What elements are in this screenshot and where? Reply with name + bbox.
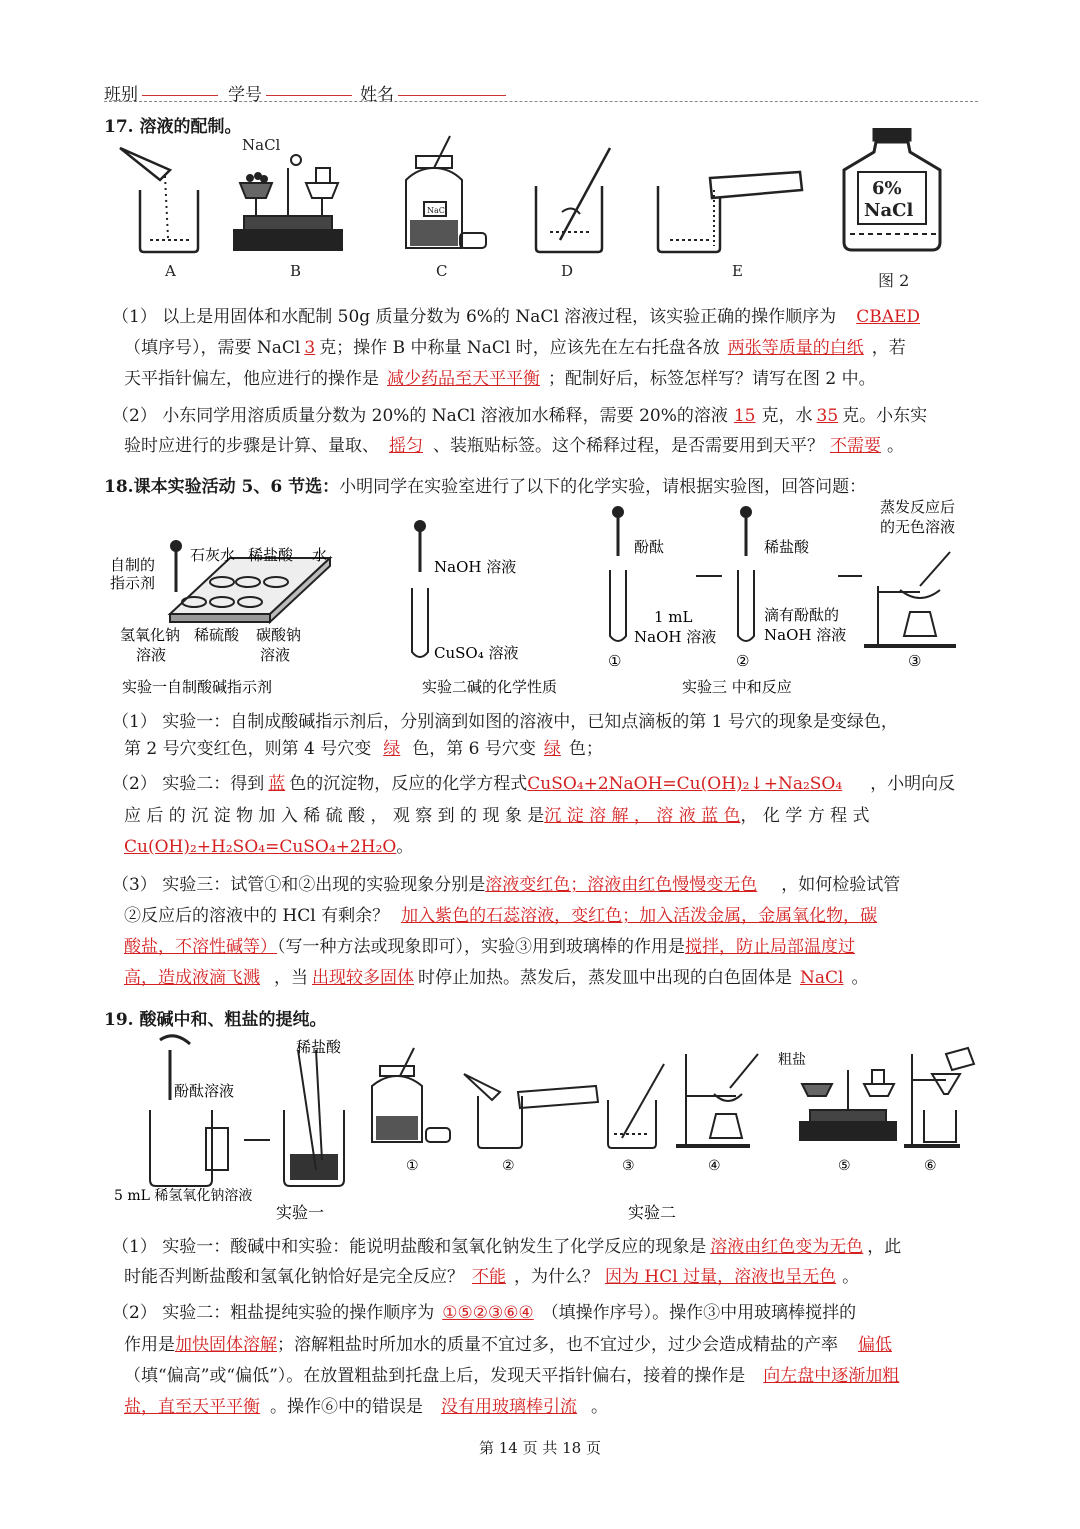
circled-3: ③: [908, 652, 922, 670]
phenol-label: 酚酞: [634, 538, 665, 556]
indicator-label-2: 指示剂: [110, 574, 156, 592]
q18-p3-line1: （3） 实验三：试管①和②出现的实验现象分别是溶液变红色；溶液由红色慢慢变无色 ，如何检验试管: [112, 875, 901, 895]
caption-exp3: 实验三 中和反应: [682, 678, 792, 696]
q19-circled-1: ①: [406, 1158, 419, 1174]
name-label: 姓名: [360, 85, 394, 105]
beaker-a-icon: [120, 148, 198, 252]
dropped-label-2: NaOH 溶液: [764, 626, 847, 644]
q19-p2-line2: 作用是加快固体溶解；溶解粗盐时所加水的质量不宜过多，也不宜过少，过少会造成精盐的产率 偏低: [124, 1335, 892, 1355]
exp3-naoh-label: NaOH 溶液: [634, 628, 717, 646]
q19-stir-beaker-icon: [608, 1064, 664, 1148]
q18-ans-phenomena3[interactable]: 溶液变红色；溶液由红色慢慢变无色: [485, 875, 758, 895]
test-tube-3a-icon: [610, 507, 626, 641]
q17-p1-line2: （填序号），需要 NaCl 3 克；操作 B 中称量 NaCl 时，应该先在左右托盘各放 两张等质量的白纸 ，若: [124, 338, 906, 358]
q19-p1-line1: （1） 实验一：酸碱中和实验：能说明盐酸和氢氧化钠发生了化学反应的现象是 溶液由红色变为无色 ，此: [112, 1237, 902, 1257]
fig-label-e: E: [732, 262, 743, 280]
caption-exp1: 实验一自制酸碱指示剂: [122, 678, 273, 696]
name-blank[interactable]: [398, 78, 506, 96]
q18-ans-rod[interactable]: 搅拌，防止局部温度过: [685, 937, 855, 957]
q17-ans-solution[interactable]: 15: [733, 406, 756, 426]
q18-p1-line1: （1） 实验一：自制成酸碱指示剂后，分别滴到如图的溶液中，已知点滴板的第 1 号穴的现象是变绿色，: [112, 712, 898, 732]
q18-ans-hole6[interactable]: 绿: [543, 739, 561, 759]
q18-ans-rod-b[interactable]: 高，造成液滴飞溅: [124, 968, 260, 988]
balance-b-icon: [234, 155, 342, 250]
test-tube-3b-icon: [738, 507, 754, 641]
naoh-drop-label: NaOH 溶液: [434, 558, 517, 576]
q19-p2-line4: 盐，直至天平平衡 。操作⑥中的错误是 没有用玻璃棒引流 。: [124, 1397, 608, 1417]
q18-ans-solid[interactable]: NaCl: [800, 968, 844, 988]
q17-ans-balance[interactable]: 不需要: [830, 436, 881, 456]
naoh-label-2: 溶液: [136, 646, 167, 664]
q19-salt-label: 粗盐: [778, 1052, 806, 1068]
q19-filter-icon: [904, 1048, 974, 1146]
na2co3-label-2: 溶液: [260, 646, 291, 664]
beaker-naoh-icon: [150, 1036, 228, 1186]
nacl-label: NaCl: [242, 136, 281, 154]
q19-caption-exp1: 实验一: [276, 1203, 325, 1222]
id-label: 学号: [228, 85, 262, 105]
q19-circled-6: ⑥: [924, 1158, 937, 1174]
q18-figure: [110, 496, 980, 696]
q17-p1-line3: 天平指针偏左，他应进行的操作是 减少药品至天平平衡 ；配制好后，标签怎样写？请写在图 2 中。: [124, 369, 876, 389]
salt-jar-icon: [372, 1048, 450, 1142]
q17-ans-paper[interactable]: 两张等质量的白纸: [727, 338, 864, 358]
q18-p3-line3: 酸盐，不溶性碱等）（写一种方法或现象即可），实验③用到玻璃棒的作用是搅拌，防止局部温度过: [124, 937, 855, 957]
test-tube-2-icon: [412, 521, 428, 657]
fig-label-b: B: [290, 262, 302, 280]
q18-p3-line4: 高，造成液滴飞溅 ，当 出现较多固体 时停止加热。蒸发后，蒸发皿中出现的白色固体是 NaCl 。: [124, 968, 869, 988]
q19-ans-operation-b[interactable]: 盐，直至天平平衡: [124, 1397, 260, 1417]
q19-evap-icon: [676, 1054, 758, 1146]
q18-ans-eq1[interactable]: CuSO₄+2NaOH=Cu(OH)₂↓+Na₂SO₄: [527, 774, 843, 794]
q19-circled-4: ④: [708, 1158, 721, 1174]
lime-label: 石灰水: [190, 546, 236, 564]
q19-beaker-cylinder-icon: [464, 1074, 598, 1148]
q17-ans-adjust[interactable]: 减少药品至天平平衡: [387, 369, 540, 389]
bottle-label-2: NaCl: [864, 200, 914, 221]
q19-ans-stir[interactable]: 加快固体溶解: [175, 1335, 277, 1355]
evap-label-2: 的无色溶液: [880, 518, 956, 536]
student-info-header: [104, 78, 978, 105]
hcl-label: 稀盐酸: [248, 546, 294, 564]
q18-ans-phenomenon[interactable]: 沉 淀 溶 解 ， 溶 液 蓝 色: [544, 806, 741, 826]
bottle-label-1: 6%: [872, 178, 902, 199]
cuso4-label: CuSO₄ 溶液: [434, 644, 519, 662]
q19-p2-line3: （填“偏高”或“偏低”）。在放置粗盐到托盘上后，发现天平指针偏右，接着的操作是 向左盘中逐渐加粗: [124, 1366, 900, 1386]
h2so4-label: 稀硫酸: [194, 626, 240, 644]
q19-ans-yield[interactable]: 偏低: [858, 1335, 892, 1355]
circled-1: ①: [608, 652, 622, 670]
q18-title: 18.课本实验活动 5、6 节选：小明同学在实验室进行了以下的化学实验，请根据实验图，回答问题：: [104, 477, 867, 497]
q18-ans-check-b[interactable]: 酸盐，不溶性碱等）: [124, 937, 277, 957]
page-footer: 第 14 页 共 18 页: [478, 1439, 601, 1457]
q18-p3-line2: ②反应后的溶液中的 HCl 有剩余？ 加入紫色的石蕊溶液，变红色；加入活泼金属，金属氧化物，碳: [124, 906, 878, 926]
id-blank[interactable]: [266, 78, 352, 96]
q17-title: 17. 溶液的配制。: [104, 117, 242, 137]
q17-ans-step[interactable]: 摇匀: [389, 436, 423, 456]
q17-p2-line2: 验时应进行的步骤是计算、量取、 摇匀 、装瓶贴标签。这个稀释过程，是否需要用到天平？ 不需要 。: [124, 436, 904, 456]
fig-label-a: A: [165, 262, 176, 280]
q19-hcl-label: 稀盐酸: [296, 1038, 342, 1056]
fig2-label: 图 2: [878, 271, 910, 290]
q19-p1-line2: 时能否判断盐酸和氢氧化钠恰好是完全反应？ 不能 ，为什么？ 因为 HCl 过量，溶液也呈无色 。: [124, 1267, 860, 1287]
q19-caption-exp2: 实验二: [628, 1203, 677, 1222]
q18-ans-stop[interactable]: 出现较多固体: [312, 968, 414, 988]
q19-balance-icon: [800, 1070, 896, 1140]
caption-exp2: 实验二碱的化学性质: [422, 678, 558, 696]
dropped-label-1: 滴有酚酞的: [764, 606, 840, 624]
exp3-hcl-label: 稀盐酸: [764, 538, 810, 556]
q17-ans-water[interactable]: 35: [816, 406, 839, 426]
q17-p2-line1: （2） 小东同学用溶质质量分数为 20%的 NaCl 溶液加水稀释，需要 20%的溶液 15 克，水 35 克。小东实: [112, 406, 928, 426]
q18-p2-line2: 应 后 的 沉 淀 物 加 入 稀 硫 酸 ， 观 察 到 的 现 象 是沉 淀 溶 解 ， 溶 液 蓝 色， 化 学 方 程 式: [124, 806, 870, 826]
q19-ans-reason[interactable]: 因为 HCl 过量，溶液也呈无色: [605, 1267, 837, 1287]
q17-figure: [110, 128, 970, 298]
naoh-label-1: 氢氧化钠: [120, 626, 181, 644]
q19-ans-order[interactable]: ①⑤②③⑥④: [442, 1303, 534, 1323]
q19-ans-operation[interactable]: 向左盘中逐渐加粗: [763, 1366, 900, 1386]
evaporation-stand-icon: [864, 552, 956, 646]
q18-ans-hole4[interactable]: 绿: [383, 739, 401, 759]
q17-ans-mass[interactable]: 3: [304, 338, 316, 358]
class-label: 班别: [104, 85, 138, 105]
q19-circled-2: ②: [502, 1158, 515, 1174]
circled-2: ②: [736, 652, 750, 670]
q18-ans-check[interactable]: 加入紫色的石蕊溶液，变红色；加入活泼金属，金属氧化物，碳: [401, 906, 878, 926]
q19-title: 19. 酸碱中和、粗盐的提纯。: [104, 1010, 327, 1030]
q18-p2-line3: Cu(OH)₂+H₂SO₄=CuSO₄+2H₂O。: [124, 837, 414, 857]
q19-phenol-label: 酚酞溶液: [174, 1082, 235, 1100]
q19-ans-phenomenon[interactable]: 溶液由红色变为无色: [710, 1237, 864, 1257]
water-label: 水: [312, 546, 328, 564]
beaker-e-icon: [658, 172, 802, 252]
q19-naoh-label: 5 mL 稀氢氧化钠溶液: [114, 1188, 253, 1204]
q19-p2-line1: （2） 实验二：粗盐提纯实验的操作顺序为 ①⑤②③⑥④ （填操作序号）。操作③中用玻璃棒搅拌的: [112, 1303, 857, 1323]
beaker-d-icon: [536, 148, 610, 252]
q19-figure: [110, 1030, 980, 1230]
q17-p1-line1: （1） 以上是用固体和水配制 50g 质量分数为 6%的 NaCl 溶液过程，该实验正确的操作顺序为 CBAED: [112, 305, 972, 329]
fig-label-d: D: [561, 262, 574, 280]
jar-c-icon: [406, 136, 486, 248]
q18-ans-eq2[interactable]: Cu(OH)₂+H₂SO₄=CuSO₄+2H₂O: [124, 837, 397, 857]
q18-p2-line1: （2） 实验二：得到 蓝 色的沉淀物，反应的化学方程式CuSO₄+2NaOH=Cu(OH)₂↓+Na₂SO₄ ，小明向反: [112, 774, 956, 794]
q18-ans-color[interactable]: 蓝: [268, 774, 286, 794]
ml-label: 1 mL: [654, 608, 693, 626]
class-blank[interactable]: [142, 78, 218, 96]
q17-ans-order[interactable]: CBAED: [856, 307, 921, 327]
jar-label: NaCl: [427, 206, 448, 215]
q18-p1-line2: 第 2 号穴变红色，则第 4 号穴变 绿 色，第 6 号穴变 绿 色；: [124, 739, 603, 759]
q19-circled-5: ⑤: [838, 1158, 851, 1174]
indicator-label-1: 自制的: [110, 556, 156, 574]
q19-ans-error[interactable]: 没有用玻璃棒引流: [441, 1397, 577, 1417]
fig-label-c: C: [436, 262, 448, 280]
q19-ans-judge[interactable]: 不能: [472, 1267, 506, 1287]
q19-circled-3: ③: [622, 1158, 635, 1174]
evap-label-1: 蒸发反应后: [880, 498, 956, 516]
beaker-hcl-icon: [284, 1050, 344, 1186]
na2co3-label-1: 碳酸钠: [256, 626, 302, 644]
